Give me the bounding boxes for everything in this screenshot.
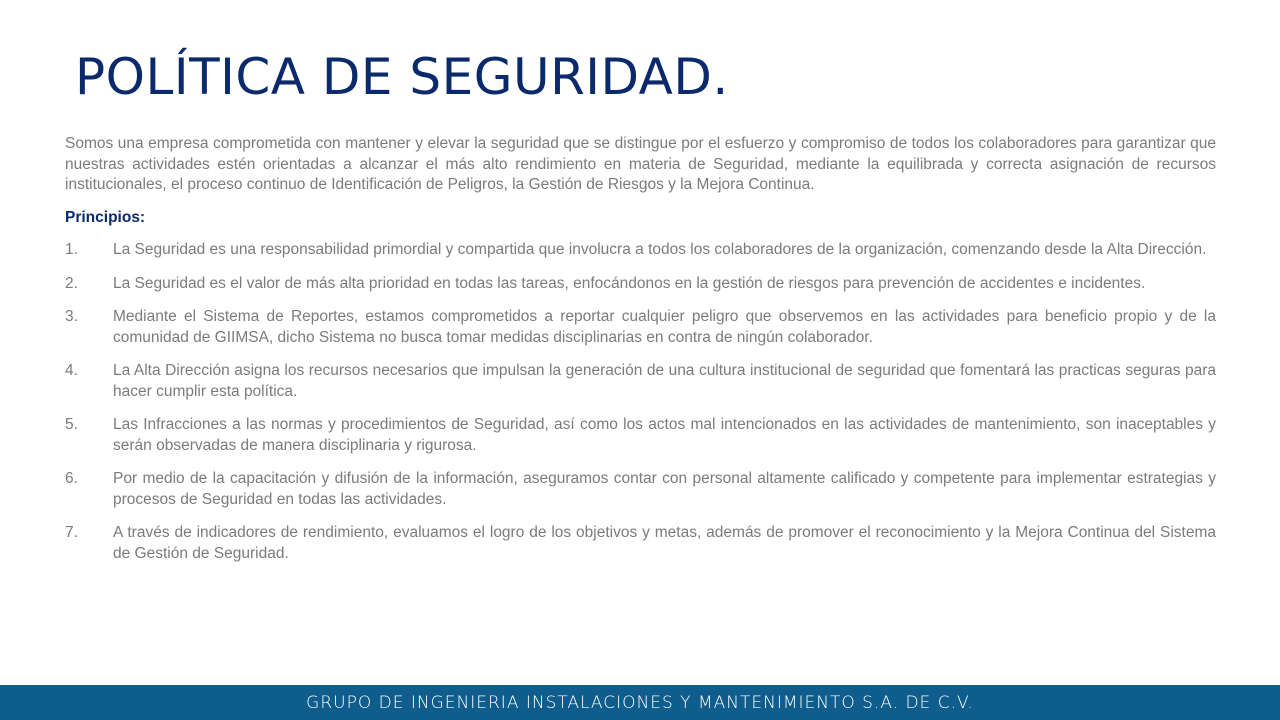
slide-content xyxy=(65,134,1216,577)
slide-title: POLÍTICA DE SEGURIDAD. xyxy=(75,48,729,106)
principle-text: La Seguridad es una responsabilidad primordial y compartida que involucra a todos los colaboradores de la organización, comenzando desde la Alta Dirección. xyxy=(113,241,1207,258)
principle-item xyxy=(65,274,1216,295)
principle-text: La Alta Dirección asigna los recursos necesarios que impulsan la generación de una cultura institucional de seguridad que fomentará las practicas seguras para hacer cumplir esta política. xyxy=(113,362,1216,400)
principle-number: 4. xyxy=(65,362,78,379)
principle-text: La Seguridad es el valor de más alta prioridad en todas las tareas, enfocándonos en la gestión de riesgos para prevención de accidentes e incidentes. xyxy=(113,274,1146,292)
principle-item xyxy=(65,240,1216,261)
principle-item xyxy=(65,361,1216,402)
principle-number: 3. xyxy=(65,308,78,325)
principle-number: 2. xyxy=(65,274,78,292)
principle-number: 6. xyxy=(65,470,78,487)
principle-number: 1. xyxy=(65,241,78,258)
footer-bar xyxy=(0,685,1280,720)
principle-text: Las Infracciones a las normas y procedimientos de Seguridad, así como los actos mal intencionados en las actividades de mantenimiento, son inaceptables y serán observadas de manera disciplinaria y rigurosa. xyxy=(113,416,1216,454)
principle-item xyxy=(65,307,1216,348)
principle-text: Mediante el Sistema de Reportes, estamos comprometidos a reportar cualquier peligro que observemos en las actividades para beneficio propio y de la comunidad de GIIMSA, dicho Sistema no busca tomar medidas disciplinarias en contra de ningún colaborador. xyxy=(113,308,1216,346)
principle-number: 5. xyxy=(65,416,78,433)
principle-item xyxy=(65,523,1216,564)
principle-item xyxy=(65,469,1216,510)
intro-paragraph: Somos una empresa comprometida con mantener y elevar la seguridad que se distingue por el esfuerzo y compromiso de todos los colaboradores para garantizar que nuestras actividades estén orientadas a alcanzar el más alto rendimiento en materia de Seguridad, mediante la equilibrada y correcta asignación de recursos institucionales, el proceso continuo de Identificación de Peligros, la Gestión de Riesgos y la Mejora Continua. xyxy=(65,135,1216,193)
principle-item xyxy=(65,415,1216,456)
footer-company-name: GRUPO DE INGENIERIA INSTALACIONES Y MANTENIMIENTO S.A. DE C.V. xyxy=(306,692,974,713)
principles-heading: Principios: xyxy=(65,208,146,226)
principle-text: A través de indicadores de rendimiento, evaluamos el logro de los objetivos y metas, además de promover el reconocimiento y la Mejora Continua del Sistema de Gestión de Seguridad. xyxy=(113,524,1216,562)
principle-number: 7. xyxy=(65,524,78,541)
principles-list xyxy=(65,240,1216,564)
principle-text: Por medio de la capacitación y difusión de la información, aseguramos contar con personal altamente calificado y competente para implementar estrategias y procesos de Seguridad en todas las actividades. xyxy=(113,470,1216,508)
